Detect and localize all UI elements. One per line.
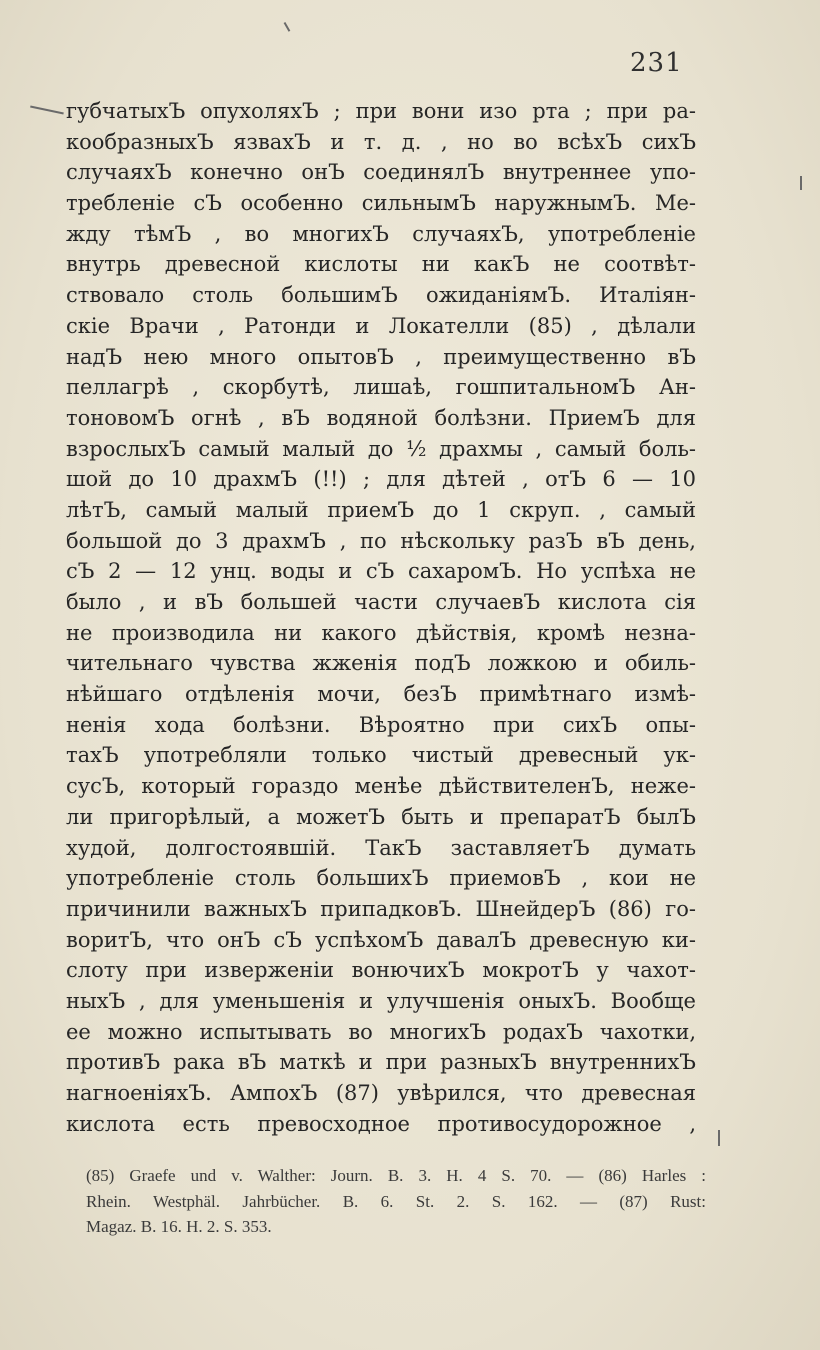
- text-line: причинили важныхЪ припадковЪ. ШнейдерЪ (86) го-: [66, 896, 696, 921]
- footnote-line: Magaz. B. 16. H. 2. S. 353.: [86, 1217, 272, 1236]
- text-line: губчатыхЪ опухоляхЪ ; при вони изо рта ; при ра-: [66, 99, 696, 123]
- text-line: ныхЪ , для уменьшенія и улучшенія оныхЪ. Вообще: [66, 988, 696, 1013]
- text-line: употребленіе столь большихЪ приемовЪ , кои не: [66, 866, 696, 891]
- text-line: шой до 10 драхмЪ (!!) ; для дѣтей , отЪ 6 — 10: [66, 467, 696, 492]
- margin-mark: [718, 1130, 720, 1146]
- text-line: ли пригорѣлый, а можетЪ быть и препаратЪ былЪ: [66, 804, 696, 829]
- text-line: сусЪ, который гораздо менѣе дѣйствителенЪ, неже-: [66, 774, 696, 799]
- text-line: случаяхЪ конечно онЪ соединялЪ внутреннее упо-: [66, 160, 696, 185]
- text-line: воритЪ, что онЪ сЪ успѣхомЪ давалЪ древесную ки-: [66, 927, 696, 952]
- text-line: ненія хода болѣзни. Вѣроятно при сихЪ опы-: [66, 712, 696, 737]
- text-line: тахЪ употребляли только чистый древесный ук-: [66, 743, 696, 768]
- text-line: взрослыхЪ самый малый до ½ драхмы , самый боль-: [66, 436, 696, 461]
- text-line: внутрь древесной кислоты ни какЪ не соотвѣт-: [66, 252, 696, 277]
- text-line: большой до 3 драхмЪ , по нѣскольку разЪ вЪ день,: [66, 528, 696, 553]
- text-line: нагноеніяхЪ. АмпохЪ (87) увѣрился, что древесная: [66, 1081, 696, 1105]
- text-line: худой, долгостоявшій. ТакЪ заставляетЪ думать: [66, 835, 696, 860]
- text-line: скіе Врачи , Ратонди и Локателли (85) , дѣлали: [66, 313, 696, 338]
- text-line: ствовало столь большимЪ ожиданіямЪ. Италіян-: [66, 283, 696, 308]
- text-line: чительнаго чувства жженія подЪ ложкою и обиль-: [66, 651, 696, 676]
- margin-mark: [284, 22, 290, 31]
- text-line: жду тѣмЪ , во многихЪ случаяхЪ, употребленіе: [66, 221, 696, 246]
- text-line: кислота есть превосходное противосудорожное ,: [66, 1111, 696, 1136]
- margin-mark: [30, 105, 64, 114]
- footnote-line: Rhein. Westphäl. Jahrbücher. B. 6. St. 2. S. 162. — (87) Rust:: [86, 1191, 706, 1211]
- footnotes: [86, 1163, 706, 1240]
- text-line: слоту при изверженіи вонючихЪ мокротЪ у чахот-: [66, 958, 696, 983]
- text-line: нѣйшаго отдѣленія мочи, безЪ примѣтнаго измѣ-: [66, 682, 696, 707]
- body-text: [66, 96, 696, 1139]
- text-line: сЪ 2 — 12 унц. воды и сЪ сахаромЪ. Но успѣха не: [66, 559, 696, 584]
- text-line: было , и вЪ большей части случаевЪ кислота сія: [66, 590, 696, 614]
- text-line: противЪ рака вЪ маткѣ и при разныхЪ внутреннихЪ: [66, 1050, 696, 1075]
- page-number: 231: [630, 48, 683, 78]
- text-line: лѣтЪ, самый малый приемЪ до 1 скруп. , самый: [66, 497, 696, 522]
- footnote-line: (85) Graefe und v. Walther: Journ. B. 3. H. 4 S. 70. — (86) Harles :: [86, 1166, 706, 1185]
- text-line: тоновомЪ огнѣ , вЪ водяной болѣзни. ПриемЪ для: [66, 405, 696, 430]
- margin-mark: [800, 176, 802, 190]
- text-line: требленіе сЪ особенно сильнымЪ наружнымЪ. Ме-: [66, 191, 696, 216]
- text-line: не производила ни какого дѣйствія, кромѣ незна-: [66, 620, 696, 645]
- text-line: ее можно испытывать во многихЪ родахЪ чахотки,: [66, 1019, 696, 1044]
- text-line: кообразныхЪ язвахЪ и т. д. , но во всѣхЪ сихЪ: [66, 129, 696, 154]
- text-line: надЪ нею много опытовЪ , преимущественно вЪ: [66, 344, 696, 369]
- text-line: пеллагрѣ , скорбутѣ, лишаѣ, гошпитальномЪ Ан-: [66, 375, 696, 400]
